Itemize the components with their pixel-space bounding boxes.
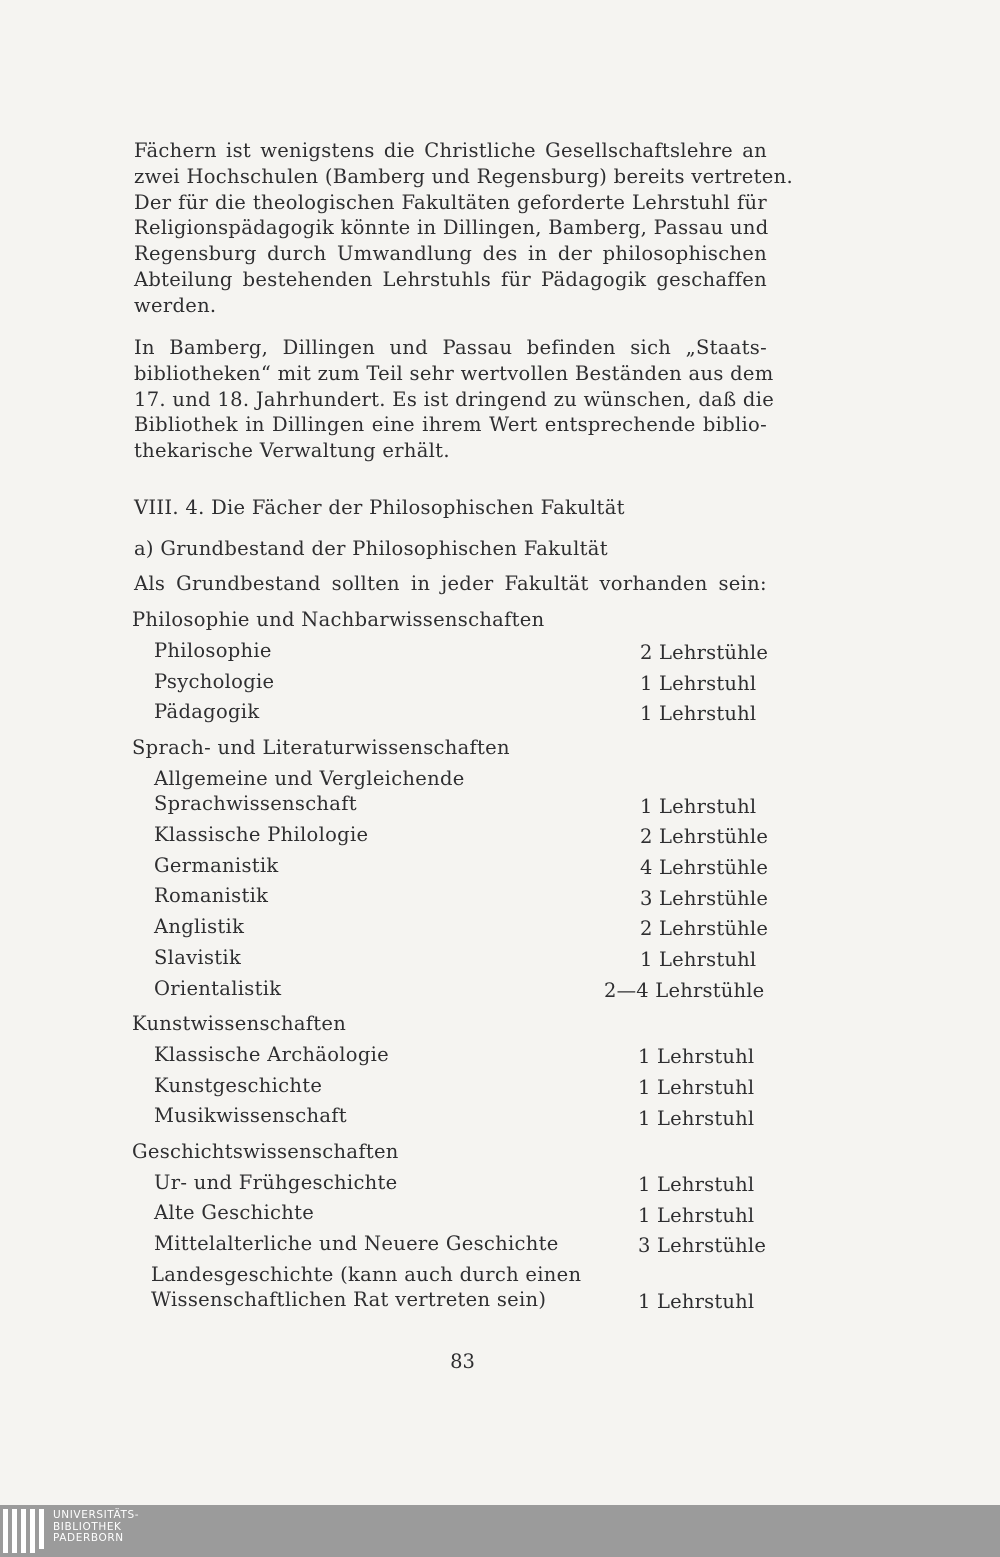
- subject-name: Ur- und Frühgeschichte: [154, 1171, 398, 1194]
- text-line: werden.: [134, 293, 217, 317]
- chair-count: 1 Lehrstuhl: [640, 795, 757, 818]
- text-line: Der für die theologischen Fakultäten geforderte Lehrstuhl für: [134, 190, 767, 214]
- intro-word: sein:: [718, 572, 767, 595]
- subject-name: Klassische Philologie: [154, 823, 369, 846]
- subject-name: Orientalistik: [154, 977, 282, 1000]
- text-line: bibliotheken“ mit zum Teil sehr wertvollen Beständen aus dem: [134, 361, 774, 385]
- logo-line: PADERBORN: [53, 1532, 124, 1544]
- chair-count: 2 Lehrstühle: [640, 917, 769, 940]
- paragraph-1: [134, 138, 793, 319]
- chair-count: 1 Lehrstuhl: [640, 672, 757, 695]
- chair-count: 1 Lehrstuhl: [638, 1076, 755, 1099]
- intro-word: sollten: [331, 572, 400, 595]
- subject-name: Romanistik: [154, 884, 269, 907]
- intro-word: vorhanden: [599, 572, 708, 595]
- subject-name: Allgemeine und Vergleichende: [154, 767, 465, 790]
- chair-count: 3 Lehrstühle: [640, 887, 769, 910]
- intro-word: Fakultät: [504, 572, 589, 595]
- subject-name-continued: Sprachwissenschaft: [154, 792, 357, 815]
- chair-count: 1 Lehrstuhl: [640, 702, 757, 725]
- text-line: Regensburg durch Umwandlung des in der philosophischen: [134, 242, 767, 266]
- library-bars-icon: [0, 1509, 50, 1557]
- category-heading: Sprach- und Literaturwissenschaften: [132, 736, 510, 759]
- category-heading: Geschichtswissenschaften: [132, 1140, 399, 1163]
- intro-word: in: [410, 572, 431, 595]
- subject-name: Mittelalterliche und Neuere Geschichte: [154, 1232, 559, 1255]
- chair-count: 2—4 Lehrstühle: [604, 979, 765, 1002]
- intro-text: [134, 572, 767, 595]
- subsection-heading: a) Grundbestand der Philosophischen Fakultät: [134, 537, 608, 560]
- chair-count: 3 Lehrstühle: [638, 1234, 767, 1257]
- text-line: zwei Hochschulen (Bamberg und Regensburg) bereits vertreten.: [134, 164, 793, 188]
- chair-count: 1 Lehrstuhl: [638, 1204, 755, 1227]
- category-heading: Kunstwissenschaften: [132, 1012, 347, 1035]
- text-line: Bibliothek in Dillingen eine ihrem Wert entsprechende biblio-: [134, 413, 767, 437]
- chair-count: 4 Lehrstühle: [640, 856, 769, 879]
- intro-word: jeder: [441, 572, 494, 595]
- subject-name: Anglistik: [154, 915, 245, 938]
- text-line: thekarische Verwaltung erhält.: [134, 439, 450, 463]
- subject-name: Landesgeschichte (kann auch durch einen: [151, 1263, 582, 1286]
- logo-line: UNIVERSITÄTS-: [53, 1509, 140, 1521]
- subject-name: Musikwissenschaft: [154, 1104, 347, 1127]
- page-number: 83: [450, 1350, 475, 1373]
- text-line: In Bamberg, Dillingen und Passau befinden sich „Staats-: [134, 336, 767, 359]
- chair-count: 1 Lehrstuhl: [638, 1173, 755, 1196]
- paragraph-2: [134, 335, 775, 464]
- intro-word: Grundbestand: [176, 572, 321, 595]
- chair-count: 1 Lehrstuhl: [638, 1045, 755, 1068]
- chair-count: 1 Lehrstuhl: [638, 1107, 755, 1130]
- logo-line: BIBLIOTHEK: [53, 1520, 122, 1533]
- subject-name: Pädagogik: [154, 700, 260, 723]
- text-line: Abteilung bestehenden Lehrstuhls für Pädagogik geschaffen: [134, 267, 767, 291]
- intro-word: Als: [134, 572, 166, 595]
- subject-name: Slavistik: [154, 946, 242, 969]
- text-line: 17. und 18. Jahrhundert. Es ist dringend zu wünschen, daß die: [134, 387, 775, 411]
- chair-count: 2 Lehrstühle: [640, 641, 769, 664]
- chair-count: 1 Lehrstuhl: [640, 948, 757, 971]
- subject-name-continued: Wissenschaftlichen Rat vertreten sein): [151, 1288, 547, 1311]
- chair-count: 1 Lehrstuhl: [638, 1290, 755, 1313]
- subject-name: Psychologie: [154, 670, 275, 693]
- subject-name: Klassische Archäologie: [154, 1043, 389, 1066]
- subject-name: Philosophie: [154, 639, 272, 662]
- subject-name: Germanistik: [154, 854, 279, 877]
- library-footer-bar: [0, 1505, 1000, 1557]
- chair-count: 2 Lehrstühle: [640, 825, 769, 848]
- section-heading: VIII. 4. Die Fächer der Philosophischen Fakultät: [134, 496, 625, 519]
- text-line: Fächern ist wenigstens die Christliche Gesellschaftslehre an: [134, 139, 767, 162]
- subject-name: Alte Geschichte: [154, 1201, 315, 1224]
- category-heading: Philosophie und Nachbarwissenschaften: [132, 608, 545, 631]
- subject-name: Kunstgeschichte: [154, 1074, 323, 1097]
- text-line: Religionspädagogik könnte in Dillingen, Bamberg, Passau und: [134, 216, 769, 240]
- library-logo-text: [53, 1510, 139, 1545]
